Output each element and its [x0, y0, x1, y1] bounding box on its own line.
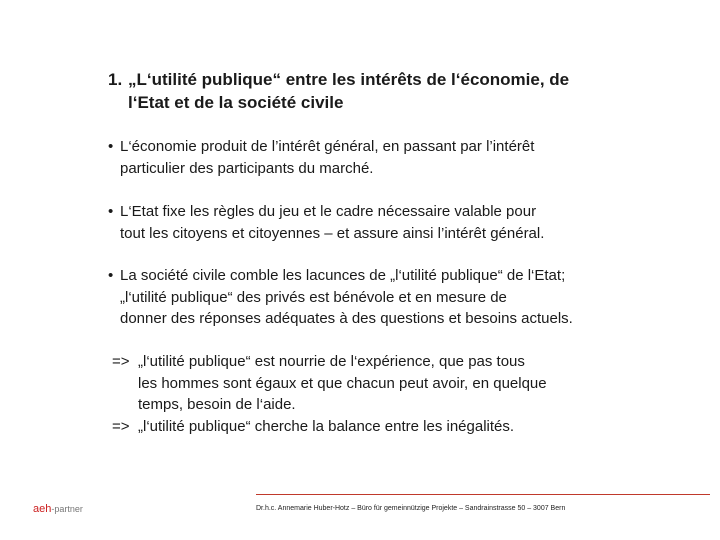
bullet-economy [108, 136, 648, 179]
footer-divider [256, 494, 710, 495]
title-line-1: „L‘utilité publique“ entre les intérêts de l‘économie, de [128, 70, 570, 89]
conclusion-line: temps, besoin de l‘aide. [138, 396, 296, 413]
arrow-marker: => [112, 353, 130, 370]
bullet-line: L‘Etat fixe les règles du jeu et le cadre nécessaire valable pour [120, 203, 537, 220]
aeh-partner-logo [33, 503, 83, 516]
logo-sub: -partner [51, 504, 83, 514]
bullet-line: tout les citoyens et citoyennes – et assure ainsi l’intérêt général. [120, 224, 545, 242]
bullet-marker: • [108, 203, 114, 220]
bullet-civil-society [108, 265, 648, 330]
bullet-state [108, 201, 648, 244]
conclusion-line: les hommes sont égaux et que chacun peut avoir, en quelque [138, 374, 547, 392]
conclusion-line: „l‘utilité publique“ est nourrie de l‘expérience, que pas tous [138, 353, 525, 370]
footer-address: Dr.h.c. Annemarie Huber-Hotz – Büro für gemeinnützige Projekte – Sandrainstrasse 50 – 3007 Bern [256, 505, 566, 512]
bullet-marker: • [108, 138, 114, 155]
bullet-line: particulier des participants du marché. [120, 159, 374, 177]
title-line-2: l‘Etat et de la société civile [128, 93, 344, 112]
bullet-line: L‘économie produit de l’intérêt général, en passant par l’intérêt [120, 138, 535, 155]
logo-main: aeh [33, 503, 52, 515]
arrow-marker: => [112, 418, 130, 435]
bullet-line: „l‘utilité publique“ des privés est bénévole et en mesure de [120, 288, 507, 306]
bullet-line: La société civile comble les lacunces de „l‘utilité publique“ de l‘Etat; [120, 267, 566, 284]
conclusion-balance [112, 416, 632, 438]
bullet-marker: • [108, 267, 114, 284]
title-number: 1. [108, 70, 123, 89]
conclusion-experience [112, 351, 632, 416]
conclusion-line: „l‘utilité publique“ cherche la balance entre les inégalités. [138, 418, 515, 435]
slide-title [108, 68, 628, 114]
bullet-line: donner des réponses adéquates à des questions et besoins actuels. [120, 310, 573, 327]
